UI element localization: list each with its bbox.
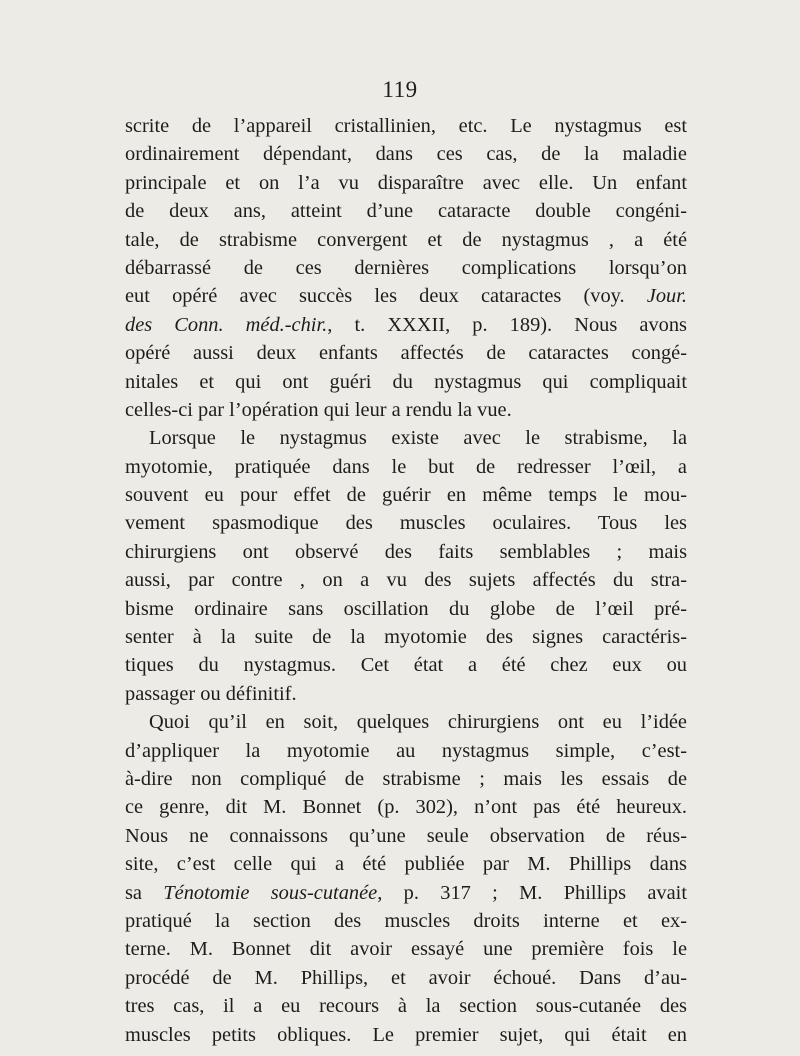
text-segment: eut opéré avec succès les deux cataractes (voy. xyxy=(125,285,647,308)
text-segment: Nous ne connaissons qu’une seule observation de réus- xyxy=(125,824,687,847)
text-segment: senter à la suite de la myotomie des signes caractéris- xyxy=(125,626,687,649)
paragraph xyxy=(125,112,687,424)
text-line xyxy=(125,368,687,396)
text-segment: débarrassé de ces dernières complications lorsqu’on xyxy=(125,256,687,279)
text-segment: procédé de M. Phillips, et avoir échoué. Dans d’au- xyxy=(125,966,687,989)
text-line xyxy=(125,481,687,509)
text-segment: scrite de l’appareil cristallinien, etc. Le nystagmus est xyxy=(125,115,687,137)
text-segment: Lorsque le nystagmus existe avec le strabisme, la xyxy=(149,427,687,450)
text-segment: d’appliquer la myotomie au nystagmus simple, c’est- xyxy=(125,739,687,762)
text-segment: aussi, par contre , on a vu des sujets affectés du stra- xyxy=(125,569,687,592)
text-line xyxy=(125,1021,687,1049)
page-number: 119 xyxy=(382,77,418,102)
italic-text: des Conn. méd.-chir. xyxy=(125,313,328,336)
text-line xyxy=(125,708,687,736)
text-segment: ce genre, dit M. Bonnet (p. 302), n’ont pas été heureux. xyxy=(125,796,687,819)
text-segment: pratiqué la section des muscles droits interne et ex- xyxy=(125,909,687,932)
text-line xyxy=(125,737,687,765)
text-line xyxy=(125,623,687,651)
text-segment: , t. XXXII, p. 189). Nous avons xyxy=(327,313,687,336)
text-line xyxy=(125,822,687,850)
text-segment: principale et on l’a vu disparaître avec elle. Un enfant xyxy=(125,171,687,194)
text-line xyxy=(125,765,687,793)
italic-text: Ténotomie sous-cutanée xyxy=(163,881,378,904)
text-segment: tres cas, il a eu recours à la section sous-cutanée des xyxy=(125,995,687,1018)
text-segment: bisme ordinaire sans oscillation du globe de l’œil pré- xyxy=(125,597,687,620)
text-line xyxy=(125,566,687,594)
paragraph xyxy=(125,424,687,708)
text-line xyxy=(125,509,687,537)
text-segment: Quoi qu’il en soit, quelques chirurgiens ont eu l’idée xyxy=(149,711,687,734)
text-line xyxy=(125,538,687,566)
text-line xyxy=(125,793,687,821)
text-segment: tiques du nystagmus. Cet état a été chez eux ou xyxy=(125,654,687,677)
text-segment: , p. 317 ; M. Phillips avait xyxy=(377,881,687,904)
text-line xyxy=(125,140,687,168)
text-line xyxy=(125,169,687,197)
text-line xyxy=(125,396,687,424)
text-segment: à-dire non compliqué de strabisme ; mais les essais de xyxy=(125,767,687,790)
text-segment: sa xyxy=(125,881,164,904)
text-line xyxy=(125,197,687,225)
body-text xyxy=(125,112,687,1049)
text-line xyxy=(125,651,687,679)
text-line xyxy=(125,680,687,708)
text-segment: nitales et qui ont guéri du nystagmus qui compliquait xyxy=(125,370,687,393)
text-segment: opéré aussi deux enfants affectés de cataractes congé- xyxy=(125,342,687,365)
text-line xyxy=(125,964,687,992)
text-segment: site, c’est celle qui a été publiée par M. Phillips dans xyxy=(125,853,687,876)
text-line xyxy=(125,339,687,367)
text-line xyxy=(125,595,687,623)
text-segment: terne. M. Bonnet dit avoir essayé une première fois le xyxy=(125,938,687,961)
text-line xyxy=(125,112,687,140)
text-line xyxy=(125,453,687,481)
paragraph xyxy=(125,708,687,1049)
text-segment: de deux ans, atteint d’une cataracte double congéni- xyxy=(125,200,687,223)
text-line xyxy=(125,879,687,907)
text-segment: tale, de strabisme convergent et de nystagmus , a été xyxy=(125,228,687,251)
text-line xyxy=(125,907,687,935)
text-segment: muscles petits obliques. Le premier sujet, qui était en xyxy=(125,1023,687,1046)
text-segment: myotomie, pratiquée dans le but de redresser l’œil, a xyxy=(125,455,687,478)
text-line xyxy=(125,850,687,878)
text-line xyxy=(125,424,687,452)
text-line xyxy=(125,311,687,339)
text-line xyxy=(125,935,687,963)
text-segment: chirurgiens ont observé des faits semblables ; mais xyxy=(125,540,687,563)
text-segment: vement spasmodique des muscles oculaires. Tous les xyxy=(125,512,687,535)
text-segment: passager ou définitif. xyxy=(125,682,297,705)
text-segment: celles-ci par l’opération qui leur a rendu la vue. xyxy=(125,398,512,421)
text-segment: ordinairement dépendant, dans ces cas, de la maladie xyxy=(125,143,687,166)
text-line xyxy=(125,992,687,1020)
italic-text: Jour. xyxy=(646,285,687,308)
text-line xyxy=(125,282,687,310)
text-line xyxy=(125,254,687,282)
text-segment: souvent eu pour effet de guérir en même temps le mou- xyxy=(125,484,687,507)
text-line xyxy=(125,226,687,254)
